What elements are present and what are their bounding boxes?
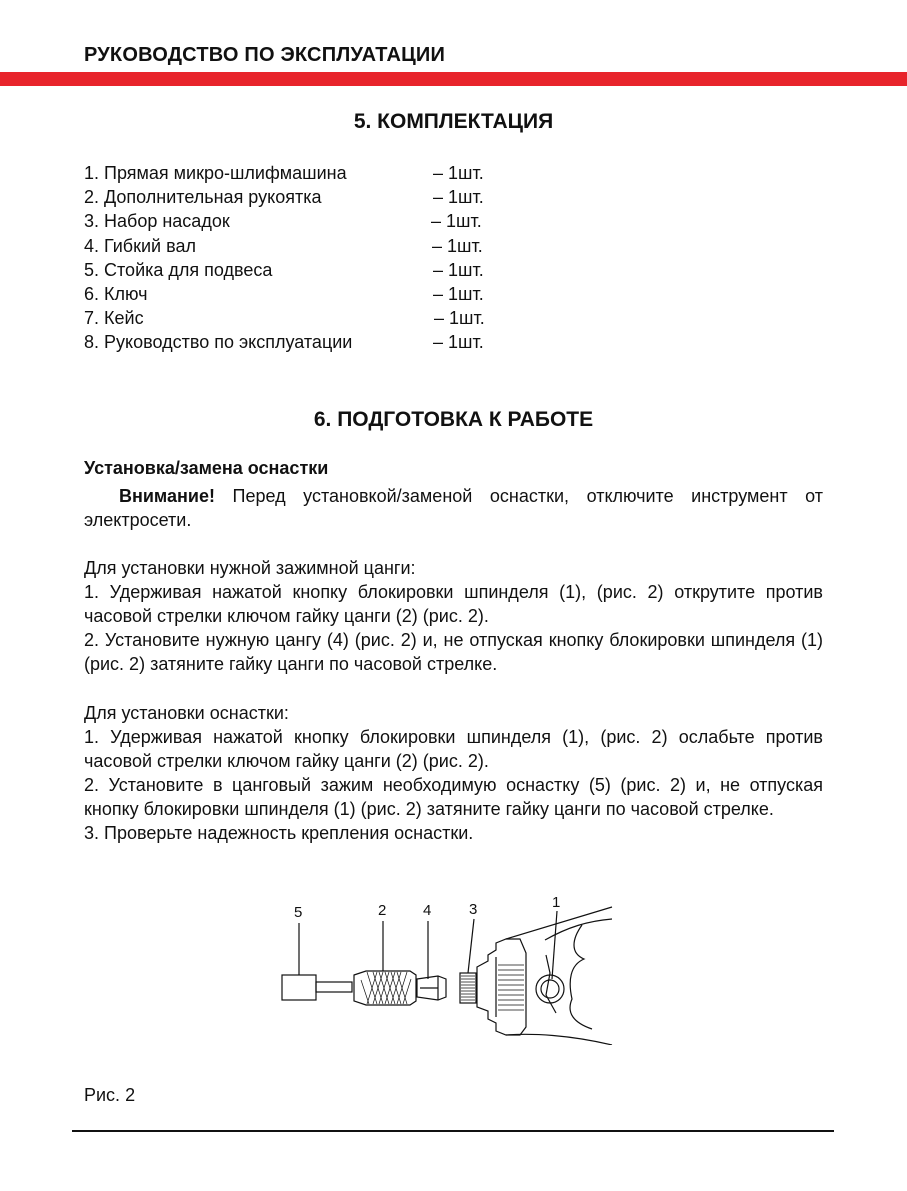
spindle-lock-button-housing [536,975,564,1003]
tool-intro: Для установки оснастки: [84,703,289,723]
spindle-lock-button [541,980,559,998]
section-5-title: 5. КОМПЛЕКТАЦИЯ [353,110,554,133]
collet-instructions [84,556,823,676]
tool-bit-shank [316,982,352,992]
kit-item-name: 8. Руководство по эксплуатации [84,332,353,353]
kit-item-name: 4. Гибкий вал [84,235,196,256]
figure-label-5: 5 [294,904,303,921]
subsection-title: Установка/замена оснастки [84,458,329,478]
kit-item-name: 1. Прямая микро-шлифмашина [84,163,347,183]
kit-item-qty: – 1шт. [433,332,484,353]
kit-item-qty: – 1шт. [433,163,484,183]
tool-body-top [506,907,612,939]
kit-item-qty: – 1шт. [431,211,482,232]
tool-step: 2. Установите в цанговый зажим необходимую оснастку (5) (рис. 2) и, не отпуская кнопку блокировки шпинделя (1) (рис. 2) затяните гайку цанги по часовой стрелке. [84,775,823,819]
tool-housing-nose [477,939,526,1035]
kit-item-name: 2. Дополнительная рукоятка [84,187,322,208]
header-red-bar [0,72,907,86]
kit-item-qty: – 1шт. [433,259,484,280]
kit-item-name: 3. Набор насадок [84,211,230,232]
figure-label-3: 3 [469,901,478,918]
figure-caption: Рис. 2 [84,1085,136,1105]
tool-step: 3. Проверьте надежность крепления оснастки. [84,823,474,843]
kit-item-qty: – 1шт. [434,308,485,329]
tool-bit-head [282,975,316,1000]
warning-paragraph [84,484,823,532]
kit-item-name: 6. Ключ [84,283,148,304]
kit-item-qty: – 1шт. [433,283,484,304]
warning-label: Внимание! [119,486,215,506]
collet-assembly-diagram [270,895,620,1045]
collet-step: 1. Удерживая нажатой кнопку блокировки шпинделя (1), (рис. 2) открутите против часовой стрелки ключом гайку цанги (2) (рис. 2). [84,582,823,626]
collet-step: 2. Установите нужную цангу (4) (рис. 2) и, не отпуская кнопку блокировки шпинделя (1) (рис. 2) затяните гайку цанги по часовой стрелке. [84,630,823,674]
kit-item-name: 5. Стойка для подвеса [84,259,273,280]
section-6-title: 6. ПОДГОТОВКА К РАБОТЕ [313,408,594,431]
kit-item-qty: – 1шт. [432,235,483,256]
kit-item-qty: – 1шт. [433,187,484,208]
kit-item-name: 7. Кейс [84,308,144,329]
warning-text: Перед установкой/заменой оснастки, отключите инструмент от электросети. [84,486,823,530]
tool-instructions [84,701,823,845]
figure-label-4: 4 [423,902,432,919]
page-header-title: РУКОВОДСТВО ПО ЭКСПЛУАТАЦИИ [84,44,446,66]
tool-body-flame [570,925,592,1029]
figure-label-2: 2 [378,902,387,919]
figure-label-1: 1 [552,895,561,911]
tool-step: 1. Удерживая нажатой кнопку блокировки шпинделя (1), (рис. 2) ослабьте против часовой стрелки ключом гайку цанги (2) (рис. 2). [84,727,823,771]
collet-intro: Для установки нужной зажимной цанги: [84,558,416,578]
footer-rule [72,1130,834,1132]
tool-body-bottom [506,1034,612,1045]
